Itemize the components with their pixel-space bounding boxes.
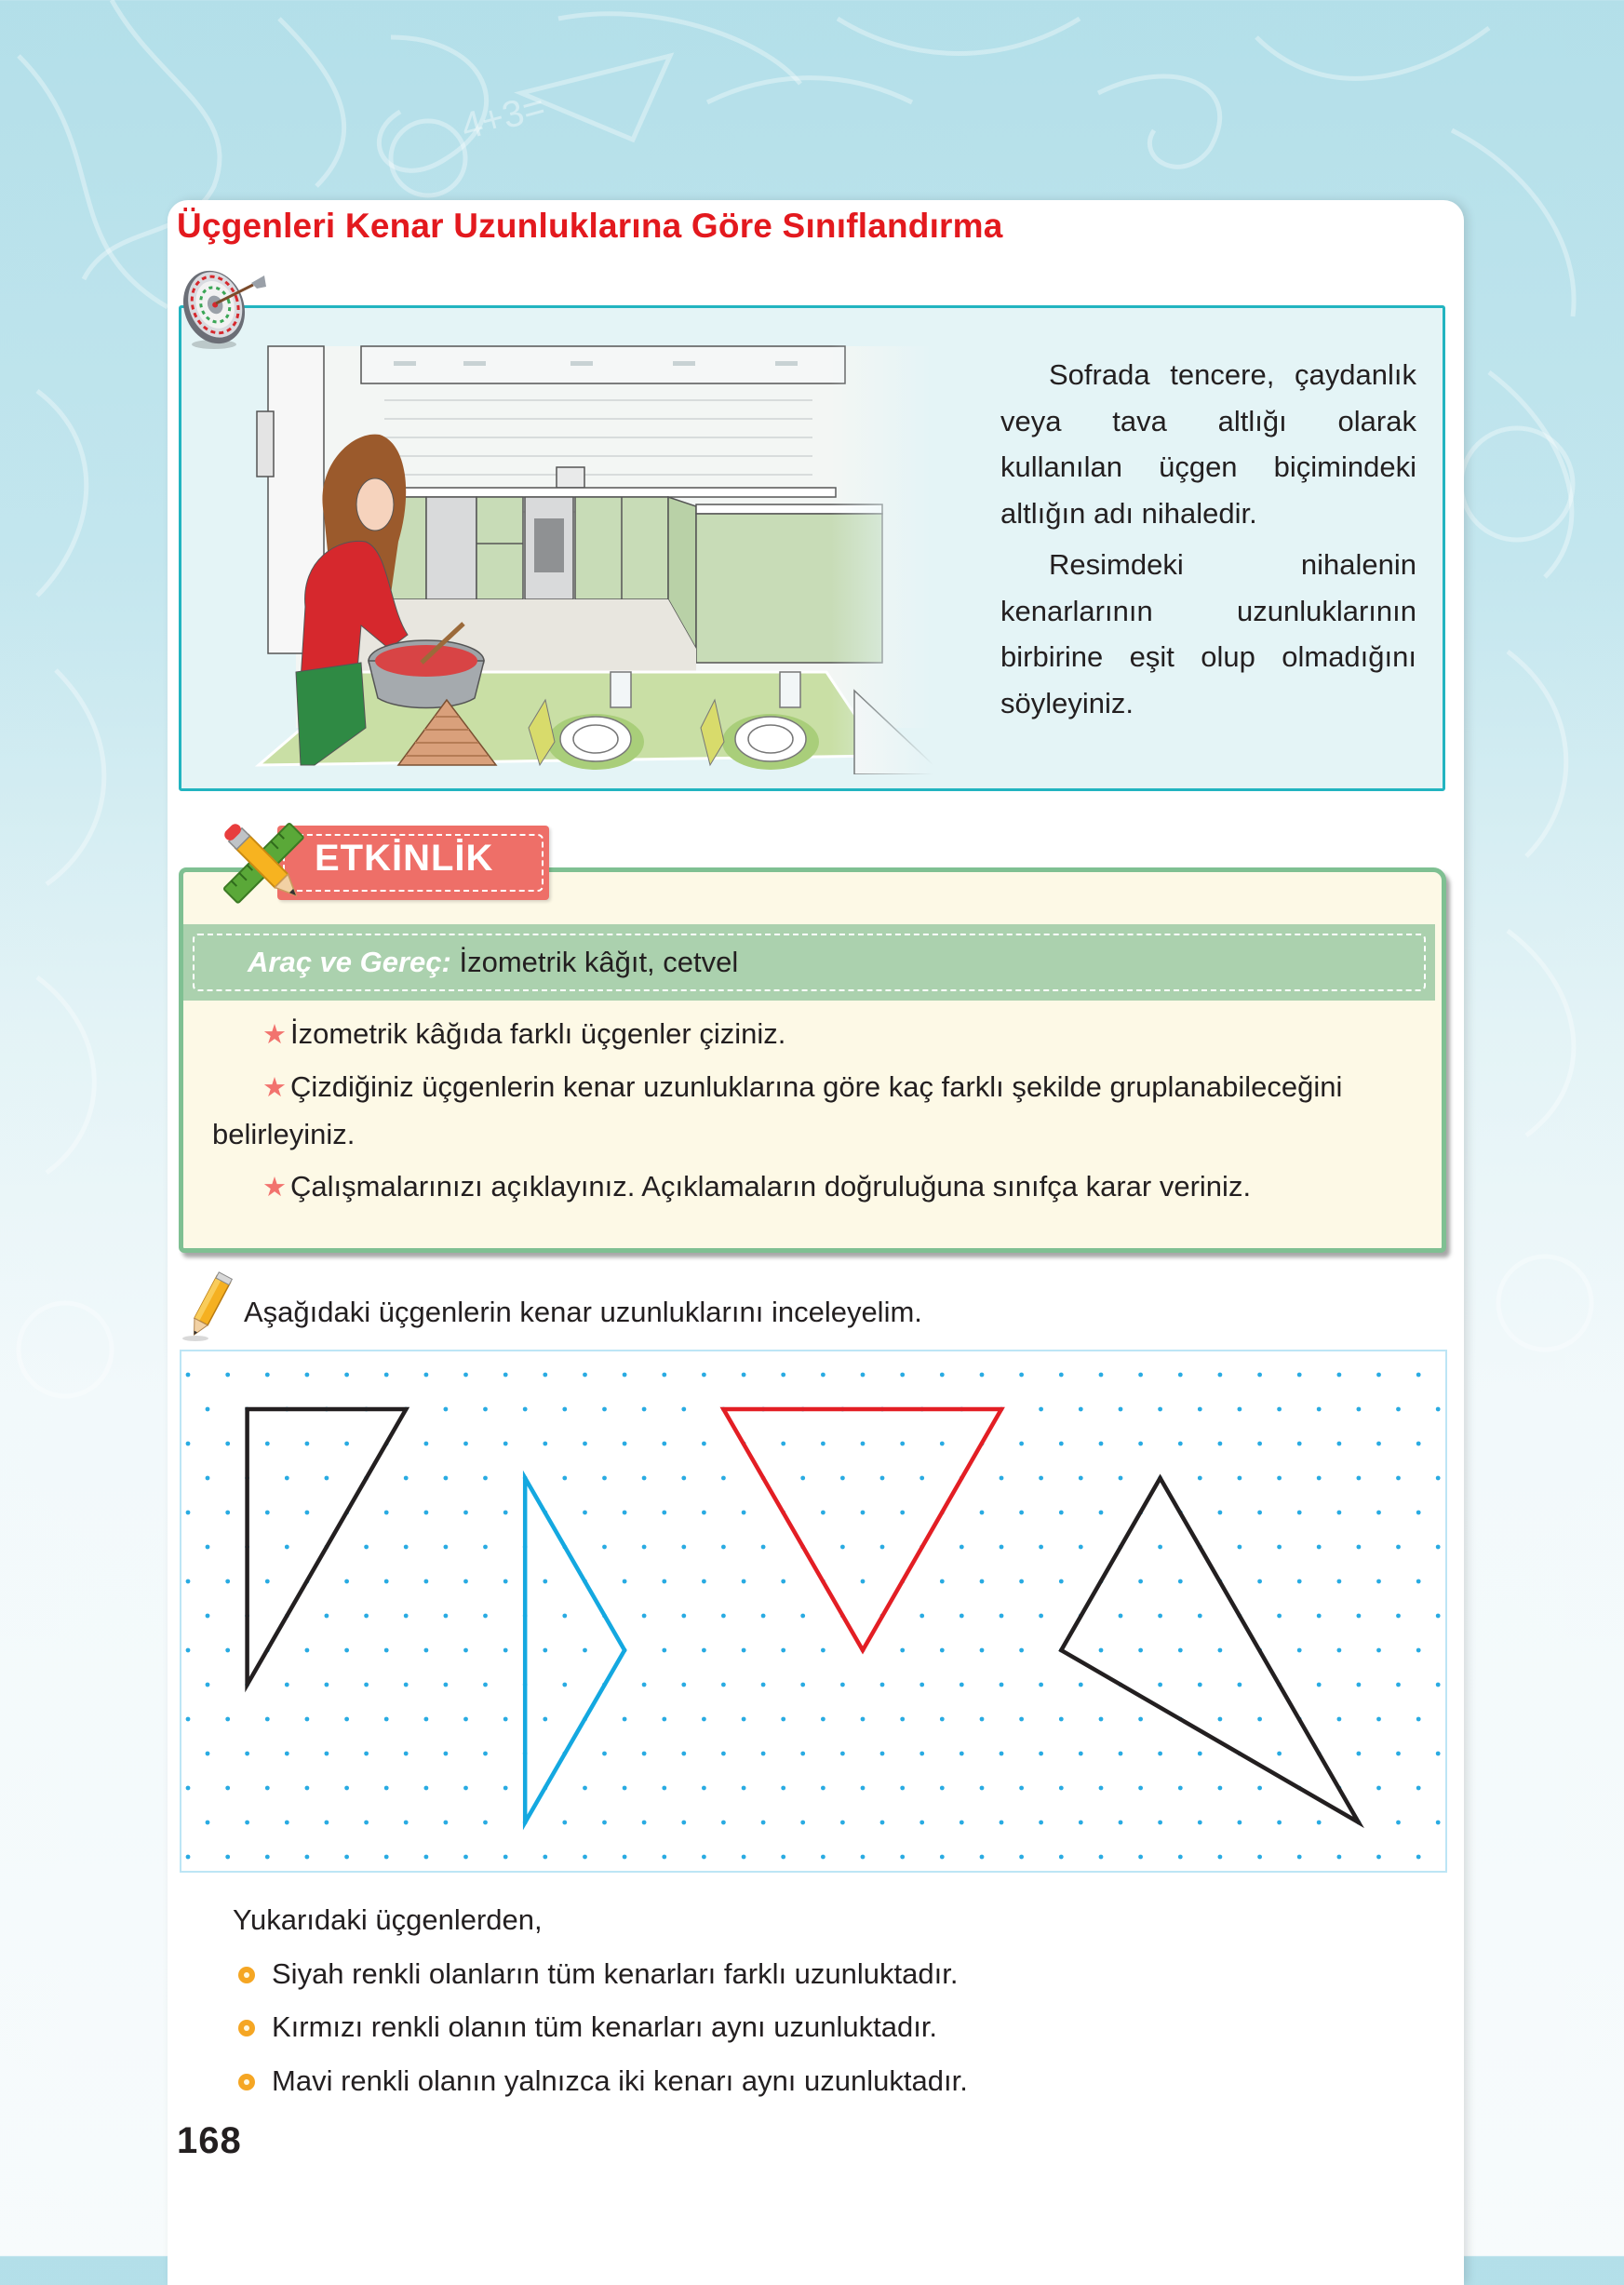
isometric-grid-box — [180, 1350, 1447, 1873]
bullet-icon — [238, 2020, 255, 2036]
activity-item: ★ Çizdiğiniz üçgenlerin kenar uzunluklarına göre kaç farklı şekilde gruplanabileceğini belirleyiniz. — [212, 1070, 1343, 1150]
bullet-icon — [238, 1967, 255, 1983]
star-icon: ★ — [262, 1173, 287, 1203]
activity-item: ★ Çalışmalarınızı açıklayınız. Açıklamaların doğruluğuna sınıfça karar veriniz. — [262, 1170, 1252, 1203]
intro-text — [1000, 352, 1416, 732]
conclusion-lead: Yukarıdaki üçgenlerden, — [233, 1903, 543, 1936]
conclusion — [233, 1893, 968, 2107]
conclusion-item: Kırmızı renkli olanın tüm kenarları aynı uzunluktadır. — [233, 2000, 968, 2054]
page-number: 168 — [177, 2120, 242, 2161]
activity-item: ★ İzometrik kâğıda farklı üçgenler çiziniz. — [262, 1017, 786, 1050]
intro-paragraph-1: Sofrada tencere, çaydanlık veya tava altlığı olarak kullanılan üçgen biçimindeki altlığın adı nihaledir. — [1000, 358, 1416, 530]
examine-instruction: Aşağıdaki üçgenlerin kenar uzunluklarını inceleyelim. — [244, 1296, 922, 1328]
activity-tag-label: ETKİNLİK — [315, 838, 494, 879]
pencil-ruler-icon — [212, 812, 316, 916]
conclusion-item: Mavi renkli olanın yalnızca iki kenarı aynı uzunluktadır. — [233, 2054, 968, 2108]
materials-label: Araç ve Gereç: — [248, 946, 451, 978]
activity-tag — [277, 826, 549, 900]
intro-paragraph-2: Resimdeki nihalenin kenarlarının uzunluklarının birbirine eşit olup olmadığını söyleyiniz. — [1000, 548, 1416, 719]
materials-value: İzometrik kâğıt, cetvel — [459, 946, 739, 978]
page-title: Üçgenleri Kenar Uzunluklarına Göre Sınıflandırma — [177, 207, 1003, 245]
materials-line — [248, 946, 738, 979]
conclusion-list — [233, 1947, 968, 2108]
star-icon: ★ — [262, 1020, 287, 1050]
conclusion-item: Siyah renkli olanların tüm kenarları farklı uzunluktadır. — [233, 1947, 968, 2001]
pencil-icon — [181, 1271, 236, 1344]
star-icon: ★ — [262, 1073, 287, 1103]
bullet-icon — [238, 2074, 255, 2090]
svg-text:4+3=: 4+3= — [456, 86, 550, 148]
kitchen-illustration — [249, 328, 933, 774]
activity-items — [212, 1011, 1422, 1216]
